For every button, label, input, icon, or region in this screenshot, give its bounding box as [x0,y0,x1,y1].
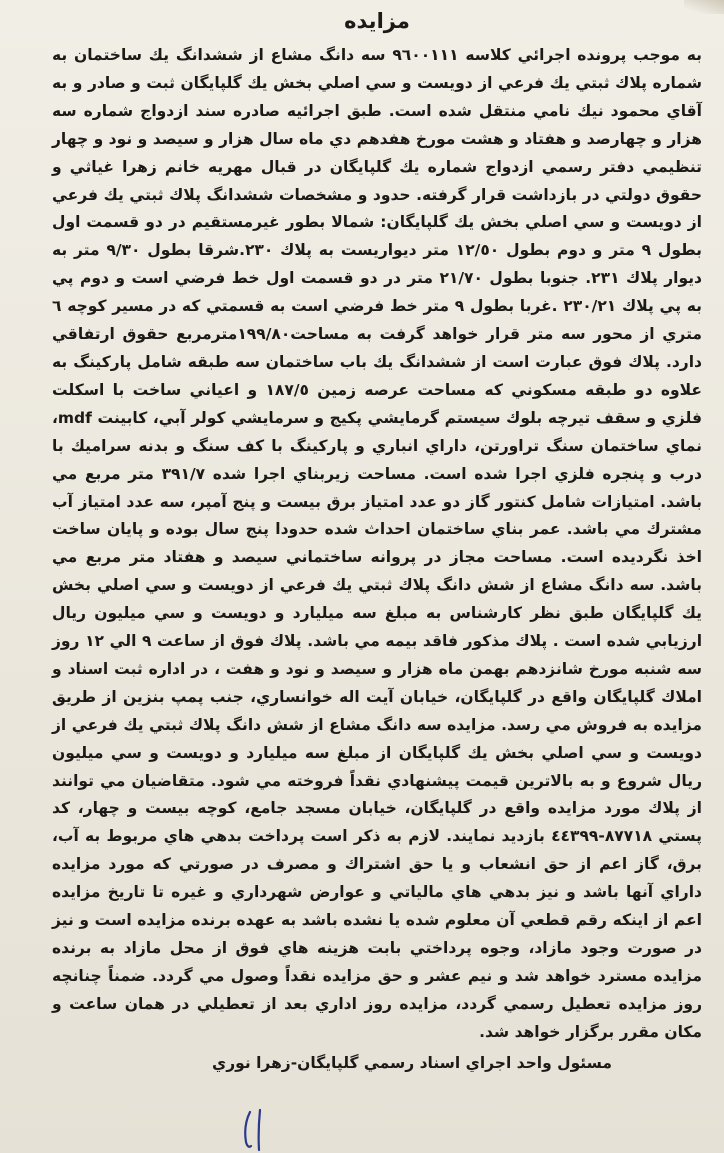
notice-body: به موجب پرونده اجرائي كلاسه ٩٦٠٠١١١ سه دانگ مشاع از ششدانگ يك ساختمان به شماره پلاك ثبتي يك فرعي از دويست و سي اصلي بخش يك گلپايگان ثبت و صادر و به آقاي محمود نيك نامي منتقل شده است. طبق اجرائيه صادره سند ازدواج شماره سه هزار و چهارصد و هفتاد و هشت مورخ هفدهم دي ماه سال هزار و سيصد و نود و چهار تنظيمي دفتر رسمي ازدواج شماره يك گلپايگان در قبال مهريه خانم زهرا غياثي و حقوق دولتي در بازداشت قرار گرفته. حدود و مشخصات ششدانگ پلاك ثبتي يك فرعي از دويست و سي اصلي بخش يك گلپايگان: شمالا بطور غيرمستقيم در دو قسمت اول بطول ٩ متر و دوم بطول ١٢/٥٠ متر ديواريست به پلاك ٢٣٠.شرقا بطول ٩/٣٠ متر به ديوار پلاك ٢٣١. جنوبا بطول ٢١/٧٠ متر در دو قسمت اول خط فرضي است و دوم پي به پي پلاك ٢٣٠/٢١ .غربا بطول ٩ متر خط فرضي است به قسمتي كه در مسير كوچه ٦ متري از محور سه متر قرار خواهد گرفت به مساحت١٩٩/٨٠مترمربع حقوق ارتفاقي دارد. پلاك فوق عبارت است از ششدانگ يك باب ساختمان سه طبقه شامل پاركينگ به علاوه دو طبقه مسكوني كه مساحت عرصه زمين ١٨٧/٥ و اعياني ساخت با اسكلت فلزي و سقف تيرچه بلوك سيستم گرمايشي پكيج و سرمايشي كولر آبي، كابينت mdf، نماي ساختمان سنگ تراورتن، داراي انباري و پاركينگ با كف سنگ و بدنه سراميك با درب و پنجره فلزي اجرا شده است. مساحت زيربناي اجرا شده ٣٩١/٧ متر مربع مي باشد. امتيازات شامل كنتور گاز دو عدد امتياز برق بيست و پنج آمپر، سه عدد امتياز آب مشترك مي باشد. عمر بناي ساختمان احداث شده حدودا پنج سال بوده و پايان ساخت اخذ نگرديده است. مساحت مجاز در پروانه ساختماني سيصد و هفتاد متر مربع مي باشد. سه دانگ مشاع از شش دانگ پلاك ثبتي يك فرعي از دويست و سي اصلي بخش يك گلپايگان طبق نظر كارشناس به مبلغ سه ميليارد و دويست و سي ميليون ريال ارزيابي شده است . پلاك مذكور فاقد بيمه مي باشد. پلاك فوق از ساعت ٩ الي ١٢ روز سه شنبه مورخ شانزدهم بهمن ماه هزار و سيصد و نود و هفت ، در اداره ثبت اسناد و املاك گلپايگان واقع در گلپايگان، خيابان آيت اله خوانساري، جنب پمپ بنزين از طريق مزايده به فروش مي رسد. مزايده سه دانگ مشاع از شش دانگ پلاك ثبتي يك فرعي از دويست و سي اصلي بخش يك گلپايگان از مبلغ سه ميليارد و دويست و سي ميليون ريال شروع و به بالاترين قيمت پيشنهادي نقداً فروخته مي شود. متقاضيان مي توانند از پلاك مورد مزايده واقع در گلپايگان، خيابان مسجد جامع، كوچه بيست و چهار، كد پستي ٨٧٧١٨-٤٤٣٩٩ بازديد نمايند. لازم به ذكر است پرداخت بدهي هاي مربوط به آب، برق، گاز اعم از حق انشعاب و يا حق اشتراك و مصرف در صورتي كه مورد مزايده داراي آنها باشد و نيز بدهي هاي مالياتي و عوارض شهرداري و غيره تا تاريخ مزايده اعم از اينكه رقم قطعي آن معلوم شده يا نشده باشد به عهده برنده مزايده است و نيز در صورت وجود مازاد، وجوه پرداختي بابت هزينه هاي فوق از محل مازاد به برنده مزايده مسترد خواهد شد و نيم عشر و حق مزايده نقداً وصول مي گردد. ضمناً چنانچه روز مزايده تعطيل رسمي گردد، مزايده روز اداري بعد از تعطيلي در همان ساعت و مكان مقرر برگزار خواهد شد. [52,46,703,1041]
auction-notice [52,6,702,1077]
notice-signature: مسئول واحد اجراي اسناد رسمي گلپايگان-زهرا نوري [212,1053,612,1072]
notice-title: مزایده [344,9,410,33]
handwritten-mark [232,1108,272,1152]
